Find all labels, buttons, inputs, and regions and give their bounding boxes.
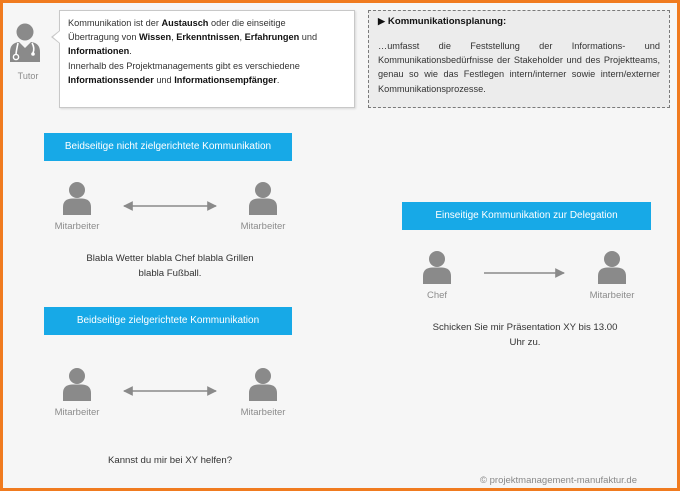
section-header-beidseitig-nicht-zielgerichtet: Beidseitige nicht zielgerichtete Kommunikation — [44, 133, 292, 161]
person-label: Mitarbeiter — [240, 407, 286, 418]
person-label: Mitarbeiter — [589, 290, 635, 301]
planung-text: …umfasst die Feststellung der Informations- und Kommunikationsbedürfnisse der Stakeholder und des Projektteams, genau so wie das Festlegen intern/interner sowie intern/externer Kommunikationsprozesse. — [378, 41, 660, 94]
speech-line: Kommunikation ist der Austausch oder die einseitige — [68, 18, 286, 28]
person-label: Mitarbeiter — [54, 407, 100, 418]
person-label: Chef — [426, 290, 448, 301]
tutor-label: Tutor — [17, 71, 39, 81]
speech-line: Übertragung von Wissen, Erkenntnissen, Erfahrungen und — [68, 32, 318, 43]
section-header-beidseitig-zielgerichtet: Beidseitige zielgerichtete Kommunikation — [44, 307, 292, 335]
planung-title: ▶ Kommunikationsplanung: — [378, 16, 507, 27]
person-label: Mitarbeiter — [240, 221, 286, 232]
person-label: Mitarbeiter — [54, 221, 100, 232]
speech-line: Informationssender und Informationsempfänger. — [68, 74, 280, 85]
section-caption: Schicken Sie mir Präsentation XY bis 13.00 Uhr zu. — [432, 322, 618, 348]
section-caption: Blabla Wetter blabla Chef blabla Grillen blabla Fußball. — [86, 253, 254, 279]
speech-line: Informationen. — [68, 46, 132, 57]
section-caption: Kannst du mir bei XY helfen? — [107, 455, 233, 466]
speech-line: Innerhalb des Projektmanagements gibt es verschiedene — [68, 60, 300, 71]
copyright-text: © projektmanagement-manufaktur.de — [480, 475, 637, 486]
section-header-einseitig-delegation: Einseitige Kommunikation zur Delegation — [402, 202, 651, 230]
triangle-right-icon: ▶ — [378, 16, 385, 26]
